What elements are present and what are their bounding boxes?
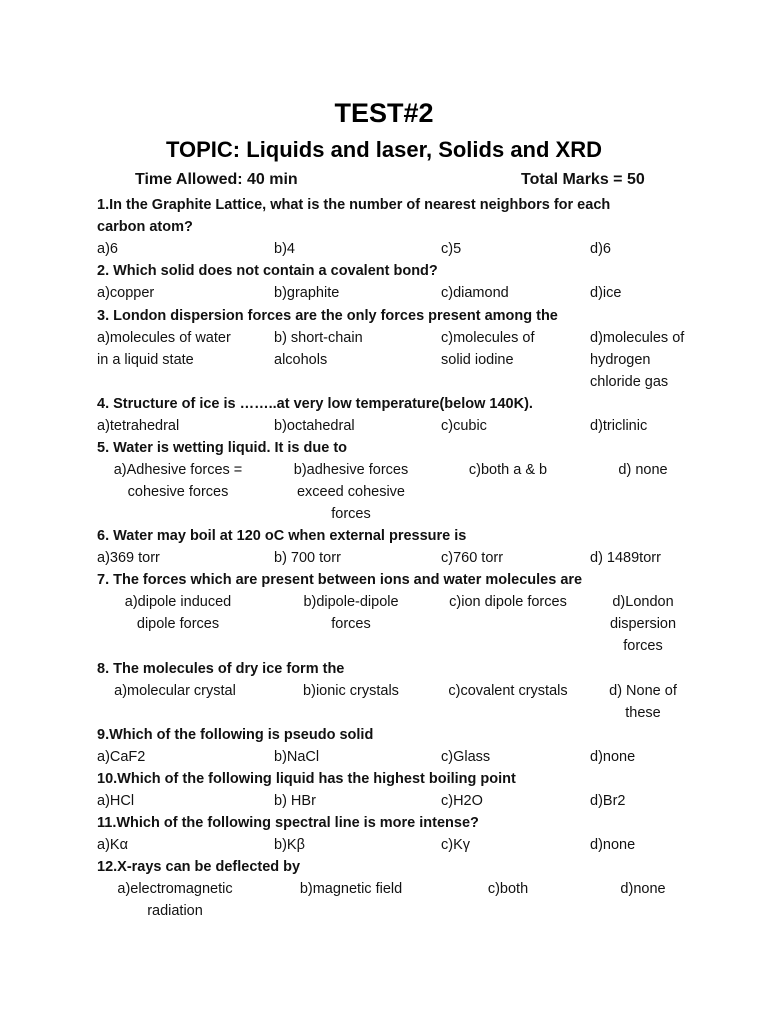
option-b: b) short-chain — [274, 330, 363, 346]
option-a: a)6 — [97, 241, 118, 257]
option-a: a)tetrahedral — [97, 418, 180, 434]
option-a: a)electromagnetic — [117, 881, 233, 897]
option-a: a)Kα — [97, 837, 128, 853]
option-b: b)dipole-dipole — [303, 594, 399, 610]
option-c: c)Kγ — [441, 837, 470, 853]
option-d: d)6 — [590, 241, 611, 257]
option-a: a)molecular crystal — [114, 683, 236, 699]
question-text: 2. Which solid does not contain a covalent bond? — [97, 263, 438, 279]
question-text: 8. The molecules of dry ice form the — [97, 661, 345, 677]
test-topic: TOPIC: Liquids and laser, Solids and XRD — [165, 137, 602, 162]
option-b: b)4 — [274, 241, 295, 257]
option-a: a)HCl — [97, 793, 135, 809]
option-d: d)none — [590, 749, 636, 765]
option-a: a)CaF2 — [97, 749, 146, 765]
option-d: these — [625, 705, 661, 721]
option-a: dipole forces — [136, 616, 220, 632]
question-text: 12.X-rays can be deflected by — [97, 859, 301, 875]
option-d: d)none — [590, 837, 636, 853]
option-d: d) 1489torr — [590, 550, 661, 566]
option-d: d)none — [620, 881, 666, 897]
option-c: c)Glass — [441, 749, 491, 765]
option-a: a)369 torr — [97, 550, 160, 566]
question-text: 7. The forces which are present between ions and water molecules are — [97, 572, 583, 588]
option-d: d)triclinic — [590, 418, 648, 434]
option-b: forces — [331, 616, 371, 632]
option-d: d)London — [612, 594, 674, 610]
question-text: 6. Water may boil at 120 oC when external pressure is — [97, 528, 467, 544]
test-title: TEST#2 — [334, 98, 434, 128]
question-text: 10.Which of the following liquid has the highest boiling point — [97, 771, 516, 787]
option-a: a)Adhesive forces = — [113, 462, 243, 478]
option-a: in a liquid state — [97, 352, 194, 368]
option-a: a)copper — [97, 285, 155, 301]
option-d: hydrogen — [590, 352, 651, 368]
time-allowed: Time Allowed: 40 min — [135, 171, 298, 188]
option-d: d)molecules of — [590, 330, 685, 346]
option-c: c)both a & b — [468, 462, 548, 478]
question-text: 1.In the Graphite Lattice, what is the number of nearest neighbors for each — [97, 197, 611, 213]
option-b: b)ionic crystals — [303, 683, 399, 699]
total-marks: Total Marks = 50 — [521, 171, 645, 188]
option-b: alcohols — [274, 352, 328, 368]
option-d: dispersion — [609, 616, 677, 632]
option-b: b) HBr — [274, 793, 316, 809]
option-d: chloride gas — [590, 374, 669, 390]
option-d: d)ice — [590, 285, 622, 301]
option-c: c)molecules of — [441, 330, 535, 346]
option-b: b) 700 torr — [274, 550, 341, 566]
option-c: c)cubic — [441, 418, 487, 434]
question-text: carbon atom? — [97, 219, 193, 235]
option-b: b)magnetic field — [299, 881, 403, 897]
option-d: d) none — [618, 462, 668, 478]
question-text: 11.Which of the following spectral line is more intense? — [97, 815, 479, 831]
option-a: a)dipole induced — [124, 594, 232, 610]
option-d: forces — [623, 638, 663, 654]
option-b: exceed cohesive — [296, 484, 405, 500]
question-text: 4. Structure of ice is ……..at very low temperature(below 140K). — [97, 396, 533, 412]
option-b: b)Kβ — [274, 837, 305, 853]
option-d: d) None of — [609, 683, 677, 699]
option-c: c)diamond — [441, 285, 509, 301]
option-a: radiation — [147, 903, 203, 919]
option-a: a)molecules of water — [97, 330, 231, 346]
option-b: forces — [331, 506, 371, 522]
option-d: d)Br2 — [590, 793, 626, 809]
question-text: 3. London dispersion forces are the only forces present among the — [97, 308, 558, 324]
option-a: cohesive forces — [127, 484, 229, 500]
option-c: c)760 torr — [441, 550, 504, 566]
option-c: c)both — [487, 881, 529, 897]
question-text: 5. Water is wetting liquid. It is due to — [97, 440, 348, 456]
option-b: b)adhesive forces — [293, 462, 409, 478]
option-b: b)graphite — [274, 285, 340, 301]
option-c: c)5 — [441, 241, 462, 257]
option-c: c)ion dipole forces — [449, 594, 567, 610]
question-text: 9.Which of the following is pseudo solid — [97, 727, 374, 743]
option-b: b)octahedral — [274, 418, 355, 434]
option-c: c)H2O — [441, 793, 483, 809]
option-c: c)covalent crystals — [448, 683, 568, 699]
option-b: b)NaCl — [274, 749, 320, 765]
option-c: solid iodine — [441, 352, 514, 368]
